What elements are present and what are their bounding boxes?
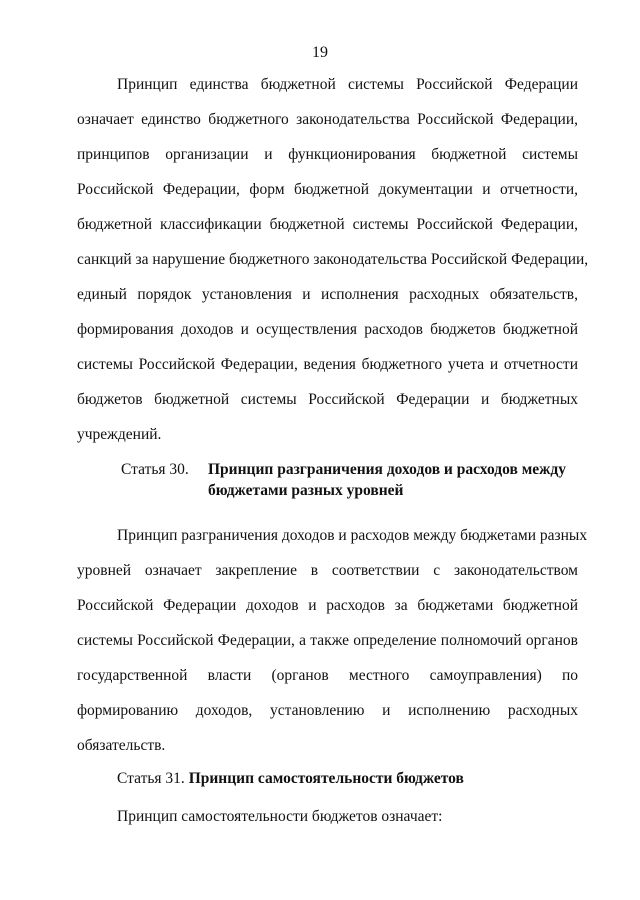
article-30-title-line: Принцип разграничения доходов и расходов между (208, 461, 566, 478)
page-number: 19 (312, 44, 328, 61)
text-line: Принцип разграничения доходов и расходов между бюджетами разных (117, 527, 588, 544)
text-line: уровней означает закрепление в соответствии с законодательством (77, 562, 578, 579)
text-line: Принцип самостоятельности бюджетов означает: (117, 808, 443, 825)
text-line: Принцип единства бюджетной системы Российской Федерации (117, 76, 578, 93)
text-line: учреждений. (77, 426, 162, 443)
text-line: формированию доходов, установлению и исполнению расходных (77, 702, 578, 719)
text-line: означает единство бюджетного законодательства Российской Федерации, (77, 111, 578, 128)
text-line: единый порядок установления и исполнения расходных обязательств, (77, 286, 578, 303)
article-31-label: Статья 31. (117, 770, 189, 787)
text-line: обязательств. (77, 737, 166, 754)
article-30-label: Статья 30. (121, 461, 189, 478)
article-31-title: Принцип самостоятельности бюджетов (188, 770, 464, 787)
text-line: системы Российской Федерации, а также определение полномочий органов (77, 632, 578, 649)
text-line: Российской Федерации, форм бюджетной документации и отчетности, (77, 181, 578, 198)
text-line: формирования доходов и осуществления расходов бюджетов бюджетной (77, 321, 578, 338)
text-line: санкций за нарушение бюджетного законодательства Российской Федерации, (77, 251, 589, 268)
text-line: бюджетов бюджетной системы Российской Федерации и бюджетных (77, 391, 578, 408)
text-line: бюджетной классификации бюджетной системы Российской Федерации, (77, 216, 578, 233)
article-31-heading (117, 770, 464, 788)
article-30-title-line: бюджетами разных уровней (208, 482, 404, 499)
text-line: принципов организации и функционирования бюджетной системы (77, 146, 578, 163)
text-line: системы Российской Федерации, ведения бюджетного учета и отчетности (77, 356, 578, 373)
text-line: государственной власти (органов местного самоуправления) по (77, 667, 578, 684)
text-line: Российской Федерации доходов и расходов за бюджетами бюджетной (77, 597, 578, 614)
